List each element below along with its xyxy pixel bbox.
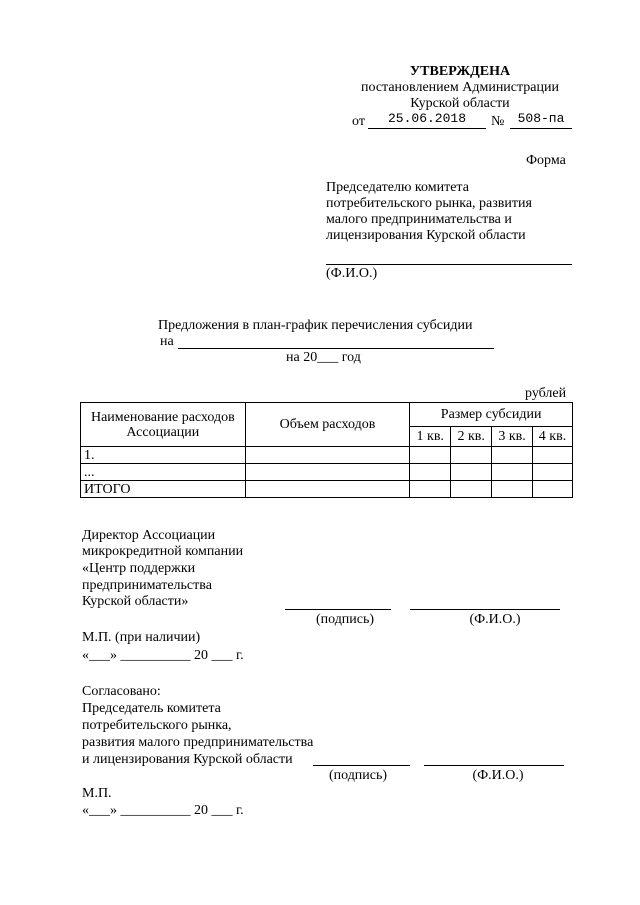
- table-row: [81, 481, 573, 498]
- quarter-header: 4 кв.: [533, 427, 573, 447]
- signer2-line: и лицензирования Курской области: [82, 752, 293, 767]
- signer2-line: потребительского рынка,: [82, 718, 232, 733]
- signer2-line: развития малого предпринимательства: [82, 735, 314, 750]
- signer2-stamp: М.П.: [82, 786, 112, 801]
- addressee-line: Председателю комитета: [326, 180, 469, 195]
- heading-year: на 20___ год: [286, 350, 361, 365]
- row-label: ...: [81, 464, 246, 481]
- quarter-header: 2 кв.: [451, 427, 492, 447]
- signer2-line: Председатель комитета: [82, 701, 221, 716]
- approval-line1: постановлением Администрации: [361, 80, 559, 95]
- addressee-line: малого предпринимательства и: [326, 212, 512, 227]
- approval-number-prefix: №: [491, 114, 505, 129]
- row-label: 1.: [81, 447, 246, 464]
- table-unit: рублей: [525, 386, 567, 401]
- addressee-fio-label: (Ф.И.О.): [326, 266, 378, 281]
- signer1-line: микрокредитной компании: [82, 544, 244, 559]
- heading-line2-prefix: на: [160, 334, 174, 349]
- approval-title: УТВЕРЖДЕНА: [409, 64, 511, 79]
- signer2-date-line: «___» __________ 20 ___ г.: [82, 803, 244, 818]
- heading-line1: Предложения в план-график перечисления субсидии: [158, 318, 473, 333]
- signer2-fio-label: (Ф.И.О.): [472, 768, 524, 783]
- row-label: ИТОГО: [81, 481, 246, 498]
- signer1-stamp: М.П. (при наличии): [82, 630, 201, 645]
- form-label: Форма: [526, 153, 566, 168]
- col-name-header: Наименование расходов Ассоциации: [81, 403, 246, 447]
- col-subsidy-header: Размер субсидии: [410, 403, 573, 427]
- approval-number: 508-па: [517, 111, 565, 126]
- signer1-line: «Центр поддержки: [82, 561, 196, 576]
- addressee-line: потребительского рынка, развития: [326, 196, 532, 211]
- signer1-line: Курской области»: [82, 594, 189, 609]
- table-row: [81, 464, 573, 481]
- approval-date: 25.06.2018: [387, 111, 466, 126]
- quarter-header: 3 кв.: [492, 427, 533, 447]
- signer1-date-line: «___» __________ 20 ___ г.: [82, 648, 244, 663]
- signer1-sign-label: (подпись): [315, 612, 375, 627]
- col-volume-header: Объем расходов: [245, 403, 410, 447]
- signer1-fio-label: (Ф.И.О.): [469, 612, 521, 627]
- signer1-line: предпринимательства: [82, 578, 212, 593]
- subsidy-table: [80, 402, 573, 498]
- addressee-line: лицензирования Курской области: [326, 228, 526, 243]
- signer1-line: Директор Ассоциации: [82, 528, 216, 543]
- approval-line2: Курской области: [410, 96, 510, 111]
- signer2-sign-label: (подпись): [328, 768, 388, 783]
- approval-date-prefix: от: [352, 114, 365, 129]
- signer2-line: Согласовано:: [82, 684, 161, 699]
- quarter-header: 1 кв.: [410, 427, 451, 447]
- table-row: [81, 447, 573, 464]
